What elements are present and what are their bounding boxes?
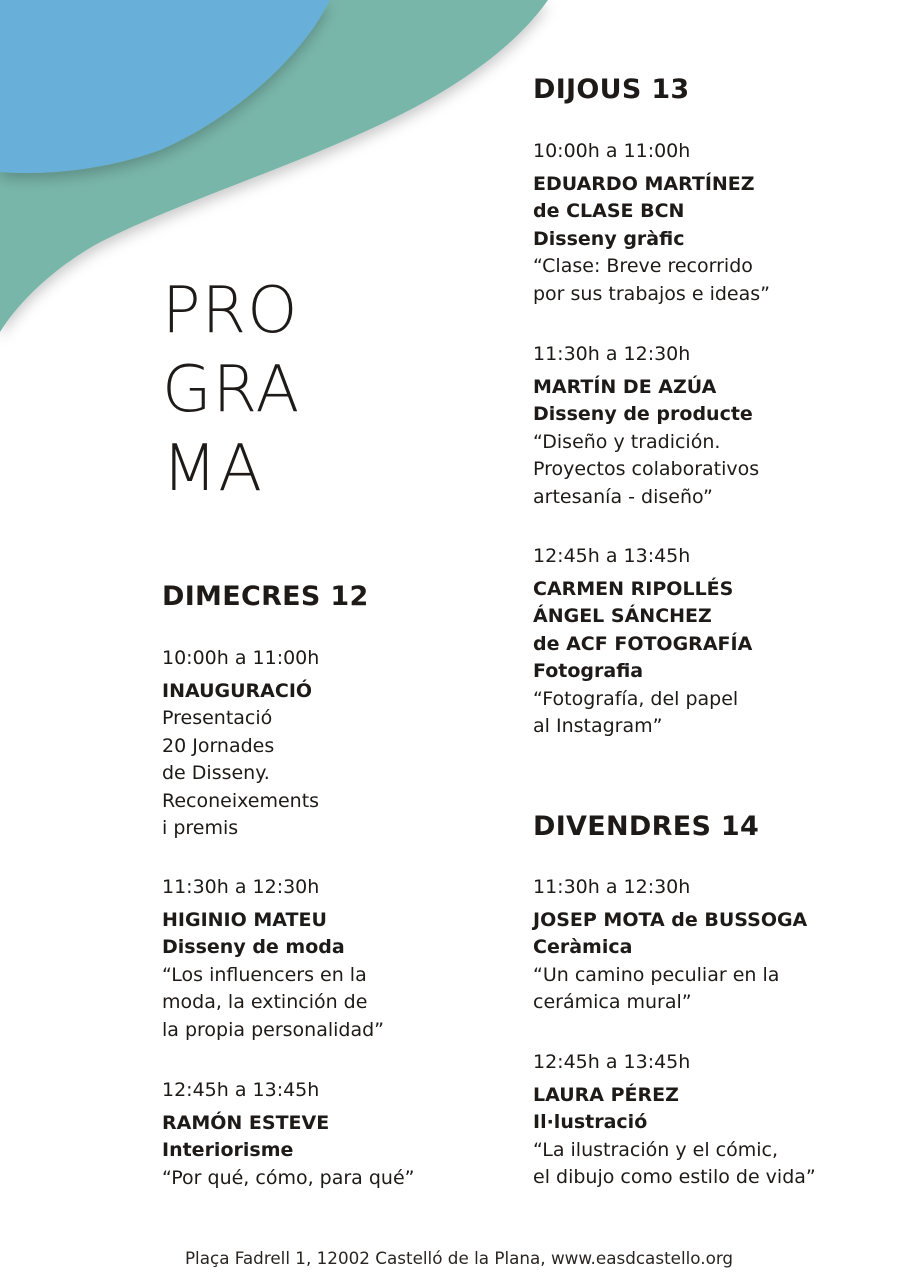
day-heading-divendres: DIVENDRES 14 [533,811,760,842]
event-description: Reconeixements [162,789,320,812]
event-divendres-2 [533,1049,816,1192]
event-description: i premis [162,817,239,839]
event-time: 10:00h a 11:00h [162,647,320,669]
event-speaker: de ACF FOTOGRAFÍA [533,632,753,655]
event-description: “Diseño y tradición. [533,430,721,453]
event-description: de Disseny. [162,762,270,784]
title-line-1: PRO [162,274,299,348]
event-discipline: Fotografia [533,660,644,682]
event-discipline: Il·lustració [533,1111,648,1133]
event-time: 10:00h a 11:00h [533,140,691,162]
event-speaker: CARMEN RIPOLLÉS [533,577,734,600]
event-description: la propia personalidad” [162,1018,384,1041]
event-description: “Por qué, cómo, para qué” [162,1166,415,1189]
event-description: “Fotografía, del papel [533,687,739,710]
event-description: cerámica mural” [533,991,692,1013]
event-discipline: Disseny gràfic [533,227,685,250]
event-speaker: EDUARDO MARTÍNEZ [533,172,755,195]
event-speaker: INAUGURACIÓ [162,679,313,702]
event-dimecres-1 [162,645,319,843]
event-time: 12:45h a 13:45h [533,1051,691,1073]
page-title [162,272,300,509]
event-description: “Los influencers en la [162,963,367,986]
event-dijous-1 [533,138,770,308]
event-description: por sus trabajos e ideas” [533,282,771,305]
event-description: “La ilustración y el cómic, [533,1138,778,1161]
event-speaker: JOSEP MOTA de BUSSOGA [533,908,808,931]
event-divendres-1 [533,874,807,1017]
event-description: “Clase: Breve recorrido [533,255,753,277]
event-dimecres-2 [162,874,384,1044]
event-speaker: LAURA PÉREZ [533,1083,679,1106]
title-line-3: MA [162,432,263,506]
title-line-2: GRA [162,353,301,427]
event-description: Proyectos colaborativos [533,458,760,480]
event-dimecres-3 [162,1077,415,1192]
event-discipline: Disseny de moda [162,936,345,958]
event-speaker: ÁNGEL SÁNCHEZ [533,605,712,627]
event-description: Presentació [162,707,273,729]
event-time: 11:30h a 12:30h [533,343,691,365]
day-heading-dijous: DIJOUS 13 [533,74,690,105]
event-discipline: Disseny de producte [533,403,753,425]
event-description: el dibujo como estilo de vida” [533,1166,816,1188]
event-discipline: Ceràmica [533,936,633,958]
footer-address: Plaça Fadrell 1, 12002 Castelló de la Plana, www.easdcastello.org [184,1248,734,1268]
event-description: artesanía - diseño” [533,485,713,508]
event-description: 20 Jornades [162,734,275,757]
event-time: 12:45h a 13:45h [162,1079,320,1101]
event-dijous-2 [533,341,759,511]
event-dijous-3 [533,543,752,741]
event-time: 11:30h a 12:30h [162,876,320,898]
event-speaker: de CLASE BCN [533,200,685,222]
day-heading-dimecres: DIMECRES 12 [162,581,369,612]
event-description: al Instagram” [533,715,663,737]
event-speaker: RAMÓN ESTEVE [162,1111,330,1134]
event-time: 12:45h a 13:45h [533,545,691,567]
event-discipline: Interiorisme [162,1139,294,1161]
event-time: 11:30h a 12:30h [533,876,691,898]
event-description: moda, la extinción de [162,991,368,1013]
event-speaker: MARTÍN DE AZÚA [533,375,717,398]
event-description: “Un camino peculiar en la [533,963,780,986]
event-speaker: HIGINIO MATEU [162,908,327,931]
